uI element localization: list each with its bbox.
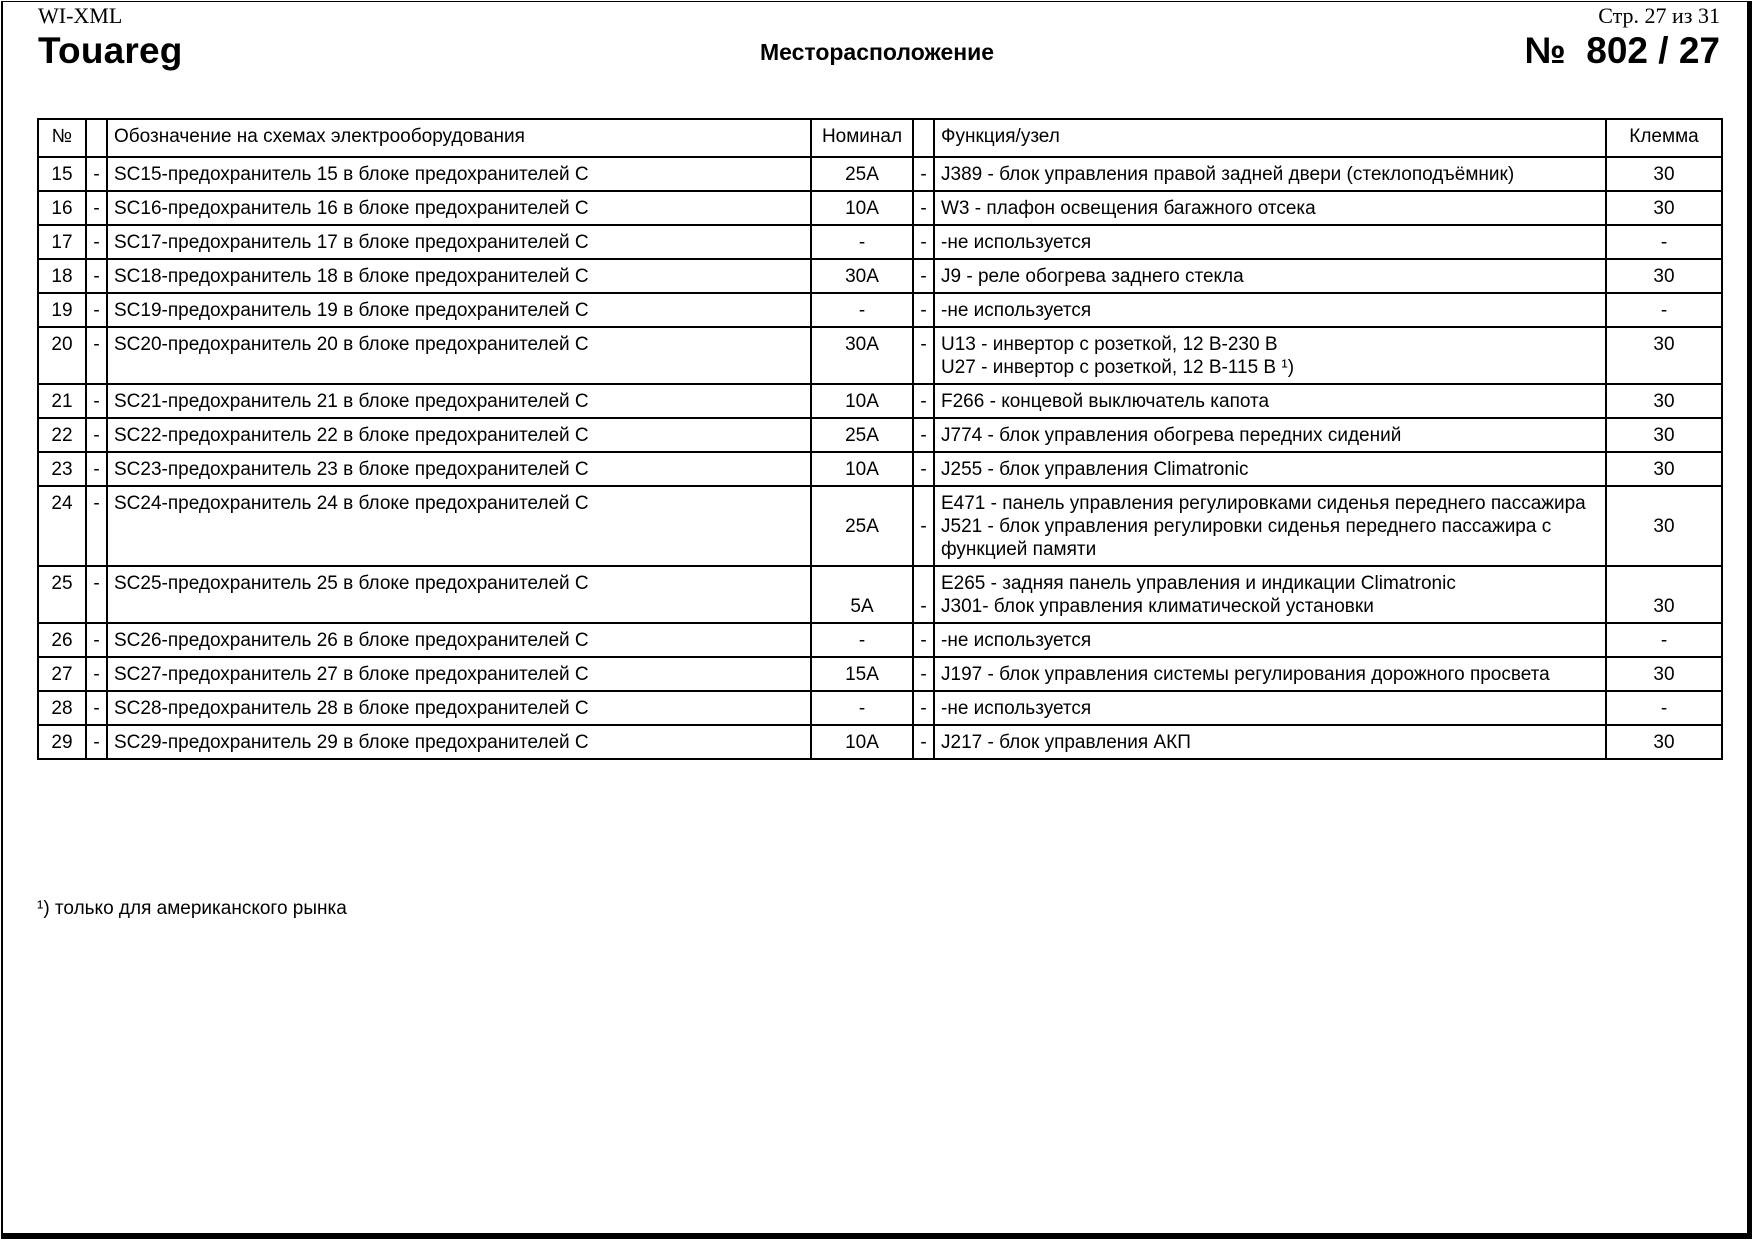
cell-dash2: - (913, 191, 934, 225)
col-header-num: № (38, 119, 86, 157)
cell-terminal: 30 (1606, 566, 1722, 623)
table-row (38, 225, 1722, 259)
col-header-dash (86, 119, 107, 157)
footnote: ¹) только для американского рынка (37, 898, 347, 919)
cell-designation: SC22-предохранитель 22 в блоке предохранителей C (107, 418, 811, 452)
cell-designation: SC27-предохранитель 27 в блоке предохранителей C (107, 657, 811, 691)
cell-num: 22 (38, 418, 86, 452)
table-row (38, 691, 1722, 725)
table-row (38, 157, 1722, 191)
cell-rating: 25A (811, 418, 913, 452)
cell-rating: 15A (811, 657, 913, 691)
cell-terminal: 30 (1606, 486, 1722, 566)
cell-rating: - (811, 293, 913, 327)
cell-designation: SC15-предохранитель 15 в блоке предохранителей C (107, 157, 811, 191)
cell-designation: SC19-предохранитель 19 в блоке предохранителей C (107, 293, 811, 327)
cell-num: 17 (38, 225, 86, 259)
cell-terminal: 30 (1606, 191, 1722, 225)
cell-rating: 10A (811, 191, 913, 225)
function-line: J774 - блок управления обогрева передних сидений (941, 425, 1402, 446)
cell-designation: SC23-предохранитель 23 в блоке предохранителей C (107, 452, 811, 486)
cell-function (934, 384, 1606, 418)
cell-dash: - (86, 157, 107, 191)
cell-terminal: - (1606, 623, 1722, 657)
table-row (38, 657, 1722, 691)
function-line: J9 - реле обогрева заднего стекла (941, 266, 1244, 287)
cell-num: 15 (38, 157, 86, 191)
cell-dash2: - (913, 657, 934, 691)
col-header-designation: Обозначение на схемах электрооборудования (107, 119, 811, 157)
cell-designation: SC26-предохранитель 26 в блоке предохранителей C (107, 623, 811, 657)
cell-function (934, 566, 1606, 623)
cell-dash: - (86, 657, 107, 691)
fuse-table (37, 118, 1723, 760)
cell-num: 24 (38, 486, 86, 566)
cell-num: 26 (38, 623, 86, 657)
cell-dash: - (86, 418, 107, 452)
cell-terminal: 30 (1606, 259, 1722, 293)
cell-rating: 25A (811, 486, 913, 566)
cell-dash2: - (913, 259, 934, 293)
cell-num: 18 (38, 259, 86, 293)
table-row (38, 566, 1722, 623)
cell-rating: - (811, 691, 913, 725)
cell-function (934, 657, 1606, 691)
function-line: F266 - концевой выключатель капота (941, 391, 1270, 412)
cell-dash: - (86, 293, 107, 327)
cell-dash: - (86, 566, 107, 623)
cell-num: 23 (38, 452, 86, 486)
col-header-rating: Номинал (811, 119, 913, 157)
cell-function (934, 691, 1606, 725)
table-row (38, 725, 1722, 759)
cell-rating: 5A (811, 566, 913, 623)
cell-function (934, 623, 1606, 657)
cell-designation: SC21-предохранитель 21 в блоке предохранителей C (107, 384, 811, 418)
cell-function (934, 225, 1606, 259)
cell-designation: SC29-предохранитель 29 в блоке предохранителей C (107, 725, 811, 759)
cell-function (934, 486, 1606, 566)
cell-dash: - (86, 691, 107, 725)
cell-num: 16 (38, 191, 86, 225)
cell-designation: SC18-предохранитель 18 в блоке предохранителей C (107, 259, 811, 293)
cell-dash2: - (913, 486, 934, 566)
cell-function (934, 293, 1606, 327)
cell-dash: - (86, 725, 107, 759)
col-header-function: Функция/узел (934, 119, 1606, 157)
cell-function (934, 259, 1606, 293)
cell-rating: 10A (811, 725, 913, 759)
cell-dash2: - (913, 452, 934, 486)
function-line: U13 - инвертор с розеткой, 12 В-230 В (941, 334, 1278, 355)
cell-dash2: - (913, 566, 934, 623)
function-line: J301- блок управления климатической установки (941, 596, 1374, 617)
section-heading: Месторасположение (759, 39, 995, 65)
cell-designation: SC25-предохранитель 25 в блоке предохранителей C (107, 566, 811, 623)
cell-dash2: - (913, 327, 934, 384)
cell-designation: SC24-предохранитель 24 в блоке предохранителей C (107, 486, 811, 566)
cell-terminal: 30 (1606, 384, 1722, 418)
cell-dash: - (86, 259, 107, 293)
cell-dash: - (86, 191, 107, 225)
cell-dash2: - (913, 725, 934, 759)
cell-dash: - (86, 486, 107, 566)
document-number: № 802 / 27 (1524, 30, 1720, 71)
cell-rating: - (811, 623, 913, 657)
cell-function (934, 452, 1606, 486)
function-line: J255 - блок управления Climatronic (941, 459, 1249, 480)
cell-function (934, 418, 1606, 452)
cell-function (934, 327, 1606, 384)
cell-dash2: - (913, 418, 934, 452)
function-line: E471 - панель управления регулировками сиденья переднего пассажира (941, 493, 1586, 514)
table-row (38, 191, 1722, 225)
cell-terminal: 30 (1606, 157, 1722, 191)
table-header-row (38, 119, 1722, 157)
cell-dash: - (86, 623, 107, 657)
col-header-terminal: Клемма (1606, 119, 1722, 157)
cell-terminal: 30 (1606, 452, 1722, 486)
cell-dash2: - (913, 691, 934, 725)
cell-rating: 10A (811, 384, 913, 418)
cell-num: 25 (38, 566, 86, 623)
function-line: W3 - плафон освещения багажного отсека (941, 198, 1316, 219)
function-line: E265 - задняя панель управления и индикации Climatronic (941, 573, 1456, 594)
cell-dash: - (86, 327, 107, 384)
cell-dash2: - (913, 157, 934, 191)
function-line: J521 - блок управления регулировки сиденья переднего пассажира с функцией памяти (941, 516, 1552, 560)
cell-dash2: - (913, 623, 934, 657)
cell-num: 28 (38, 691, 86, 725)
cell-num: 29 (38, 725, 86, 759)
cell-dash2: - (913, 225, 934, 259)
cell-dash: - (86, 452, 107, 486)
cell-designation: SC17-предохранитель 17 в блоке предохранителей C (107, 225, 811, 259)
cell-num: 21 (38, 384, 86, 418)
cell-rating: - (811, 225, 913, 259)
cell-num: 20 (38, 327, 86, 384)
cell-dash2: - (913, 293, 934, 327)
cell-terminal: - (1606, 691, 1722, 725)
cell-designation: SC16-предохранитель 16 в блоке предохранителей C (107, 191, 811, 225)
table-row (38, 384, 1722, 418)
cell-rating: 10A (811, 452, 913, 486)
function-line: -не используется (941, 300, 1092, 321)
model-title: Touareg (38, 30, 183, 71)
table-row (38, 293, 1722, 327)
cell-function (934, 191, 1606, 225)
cell-designation: SC20-предохранитель 20 в блоке предохранителей C (107, 327, 811, 384)
function-line: J197 - блок управления системы регулирования дорожного просвета (941, 664, 1550, 685)
function-line: -не используется (941, 630, 1092, 651)
page-count: Стр. 27 из 31 (1598, 3, 1720, 28)
function-line: -не используется (941, 698, 1092, 719)
table-row (38, 259, 1722, 293)
cell-dash: - (86, 384, 107, 418)
table-row (38, 327, 1722, 384)
function-line: -не используется (941, 232, 1092, 253)
table-row (38, 452, 1722, 486)
table-row (38, 418, 1722, 452)
cell-terminal: - (1606, 293, 1722, 327)
cell-rating: 30A (811, 259, 913, 293)
cell-terminal: 30 (1606, 657, 1722, 691)
cell-num: 27 (38, 657, 86, 691)
cell-terminal: 30 (1606, 418, 1722, 452)
cell-dash2: - (913, 384, 934, 418)
function-line: J217 - блок управления АКП (941, 732, 1191, 753)
cell-designation: SC28-предохранитель 28 в блоке предохранителей C (107, 691, 811, 725)
cell-function (934, 157, 1606, 191)
col-header-dash2 (913, 119, 934, 157)
cell-dash: - (86, 225, 107, 259)
function-line: J389 - блок управления правой задней двери (стеклоподъёмник) (941, 164, 1515, 185)
cell-function (934, 725, 1606, 759)
cell-num: 19 (38, 293, 86, 327)
cell-terminal: 30 (1606, 327, 1722, 384)
table-row (38, 623, 1722, 657)
table-row (38, 486, 1722, 566)
cell-rating: 30A (811, 327, 913, 384)
cell-rating: 25A (811, 157, 913, 191)
source-label: WI-XML (38, 3, 123, 28)
function-line: U27 - инвертор с розеткой, 12 В-115 В ¹) (941, 357, 1295, 378)
cell-terminal: 30 (1606, 725, 1722, 759)
cell-terminal: - (1606, 225, 1722, 259)
